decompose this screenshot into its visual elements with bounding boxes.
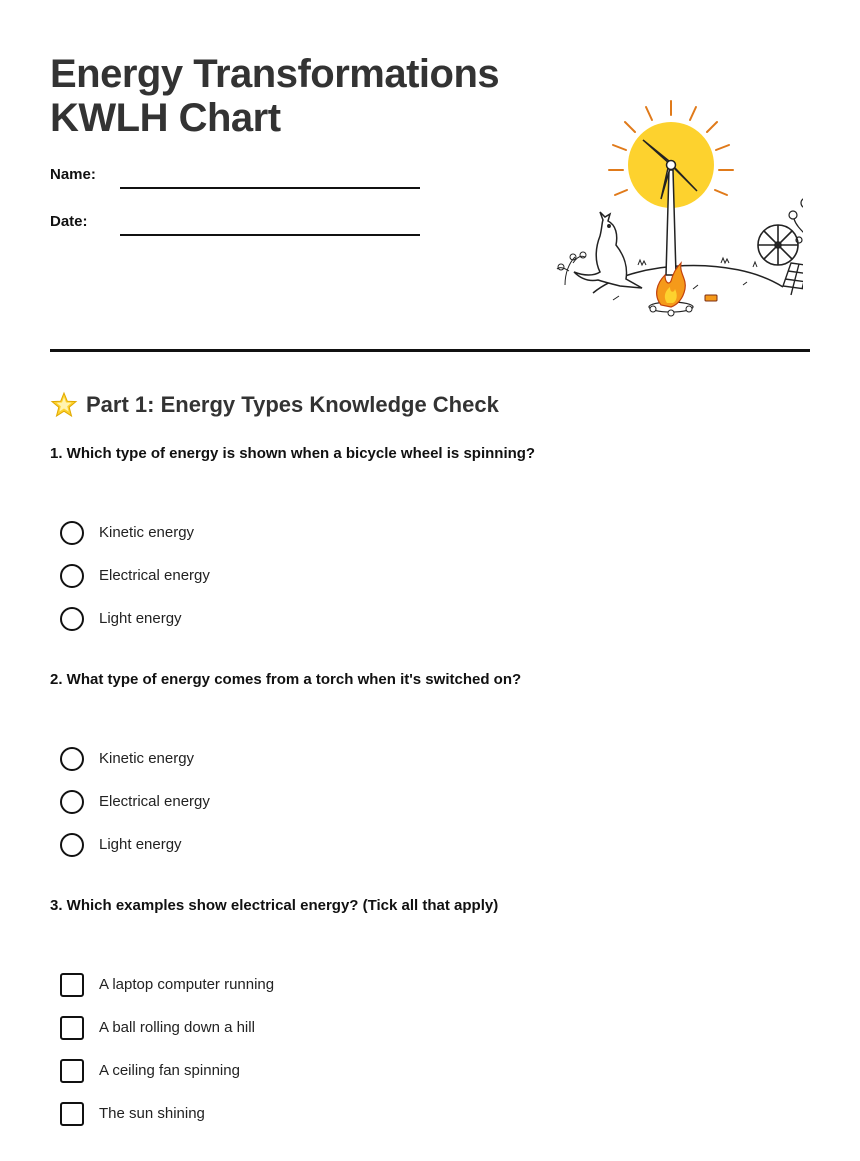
radio-button[interactable] [60,521,84,545]
energy-scene-illustration [543,95,803,320]
option-ball-rolling[interactable] [60,1006,274,1049]
radio-button[interactable] [60,564,84,588]
section-title: Part 1: Energy Types Knowledge Check [86,392,499,417]
option-label: Electrical energy [99,793,210,810]
option-label: Kinetic energy [99,524,195,541]
option-label: A laptop computer running [99,976,275,993]
matchbox [705,295,717,301]
question-text: 2. What type of energy comes from a torch when it's switched on? [50,671,522,688]
option-light-energy[interactable] [60,597,210,640]
checkbox[interactable] [60,973,84,997]
option-light-energy[interactable] [60,823,210,866]
question-text: 1. Which type of energy is shown when a bicycle wheel is spinning? [50,445,536,462]
name-field[interactable] [50,164,420,194]
star-icon [50,391,78,419]
question-text: 3. Which examples show electrical energy? (Tick all that apply) [50,897,499,914]
checkbox[interactable] [60,1102,84,1126]
name-input-line[interactable] [120,187,420,189]
option-electrical-energy[interactable] [60,780,210,823]
option-kinetic-energy[interactable] [60,511,210,554]
radio-button[interactable] [60,790,84,814]
question-2 [50,670,810,853]
bush-left [557,252,586,285]
option-ceiling-fan[interactable] [60,1049,274,1092]
option-label: Electrical energy [99,567,210,584]
option-label: Light energy [99,836,182,853]
option-kinetic-energy[interactable] [60,737,210,780]
worksheet-page [50,0,810,1161]
name-label: Name: [50,166,96,183]
title-line-2: KWLH Chart [50,96,281,140]
title-line-1: Energy Transformations [50,52,500,96]
date-label: Date: [50,213,88,230]
date-input-line[interactable] [120,234,420,236]
radio-button[interactable] [60,607,84,631]
option-sun-shining[interactable] [60,1092,274,1135]
options-list [60,511,210,640]
option-electrical-energy[interactable] [60,554,210,597]
wheel-drawing [758,225,798,265]
options-list [60,963,274,1135]
radio-button[interactable] [60,833,84,857]
question-1 [50,444,810,627]
header-divider [50,349,810,352]
option-label: Light energy [99,610,182,627]
option-label: A ball rolling down a hill [99,1019,255,1036]
kangaroo [574,212,642,288]
date-field[interactable] [50,211,420,241]
option-label: The sun shining [99,1105,205,1122]
solar-panel [783,263,803,296]
radio-button[interactable] [60,747,84,771]
section-heading-part-1 [50,388,499,422]
option-label: A ceiling fan spinning [99,1062,240,1079]
page-title [50,52,499,140]
question-3 [50,896,810,1122]
checkbox[interactable] [60,1016,84,1040]
option-laptop[interactable] [60,963,274,1006]
checkbox[interactable] [60,1059,84,1083]
options-list [60,737,210,866]
option-label: Kinetic energy [99,750,195,767]
